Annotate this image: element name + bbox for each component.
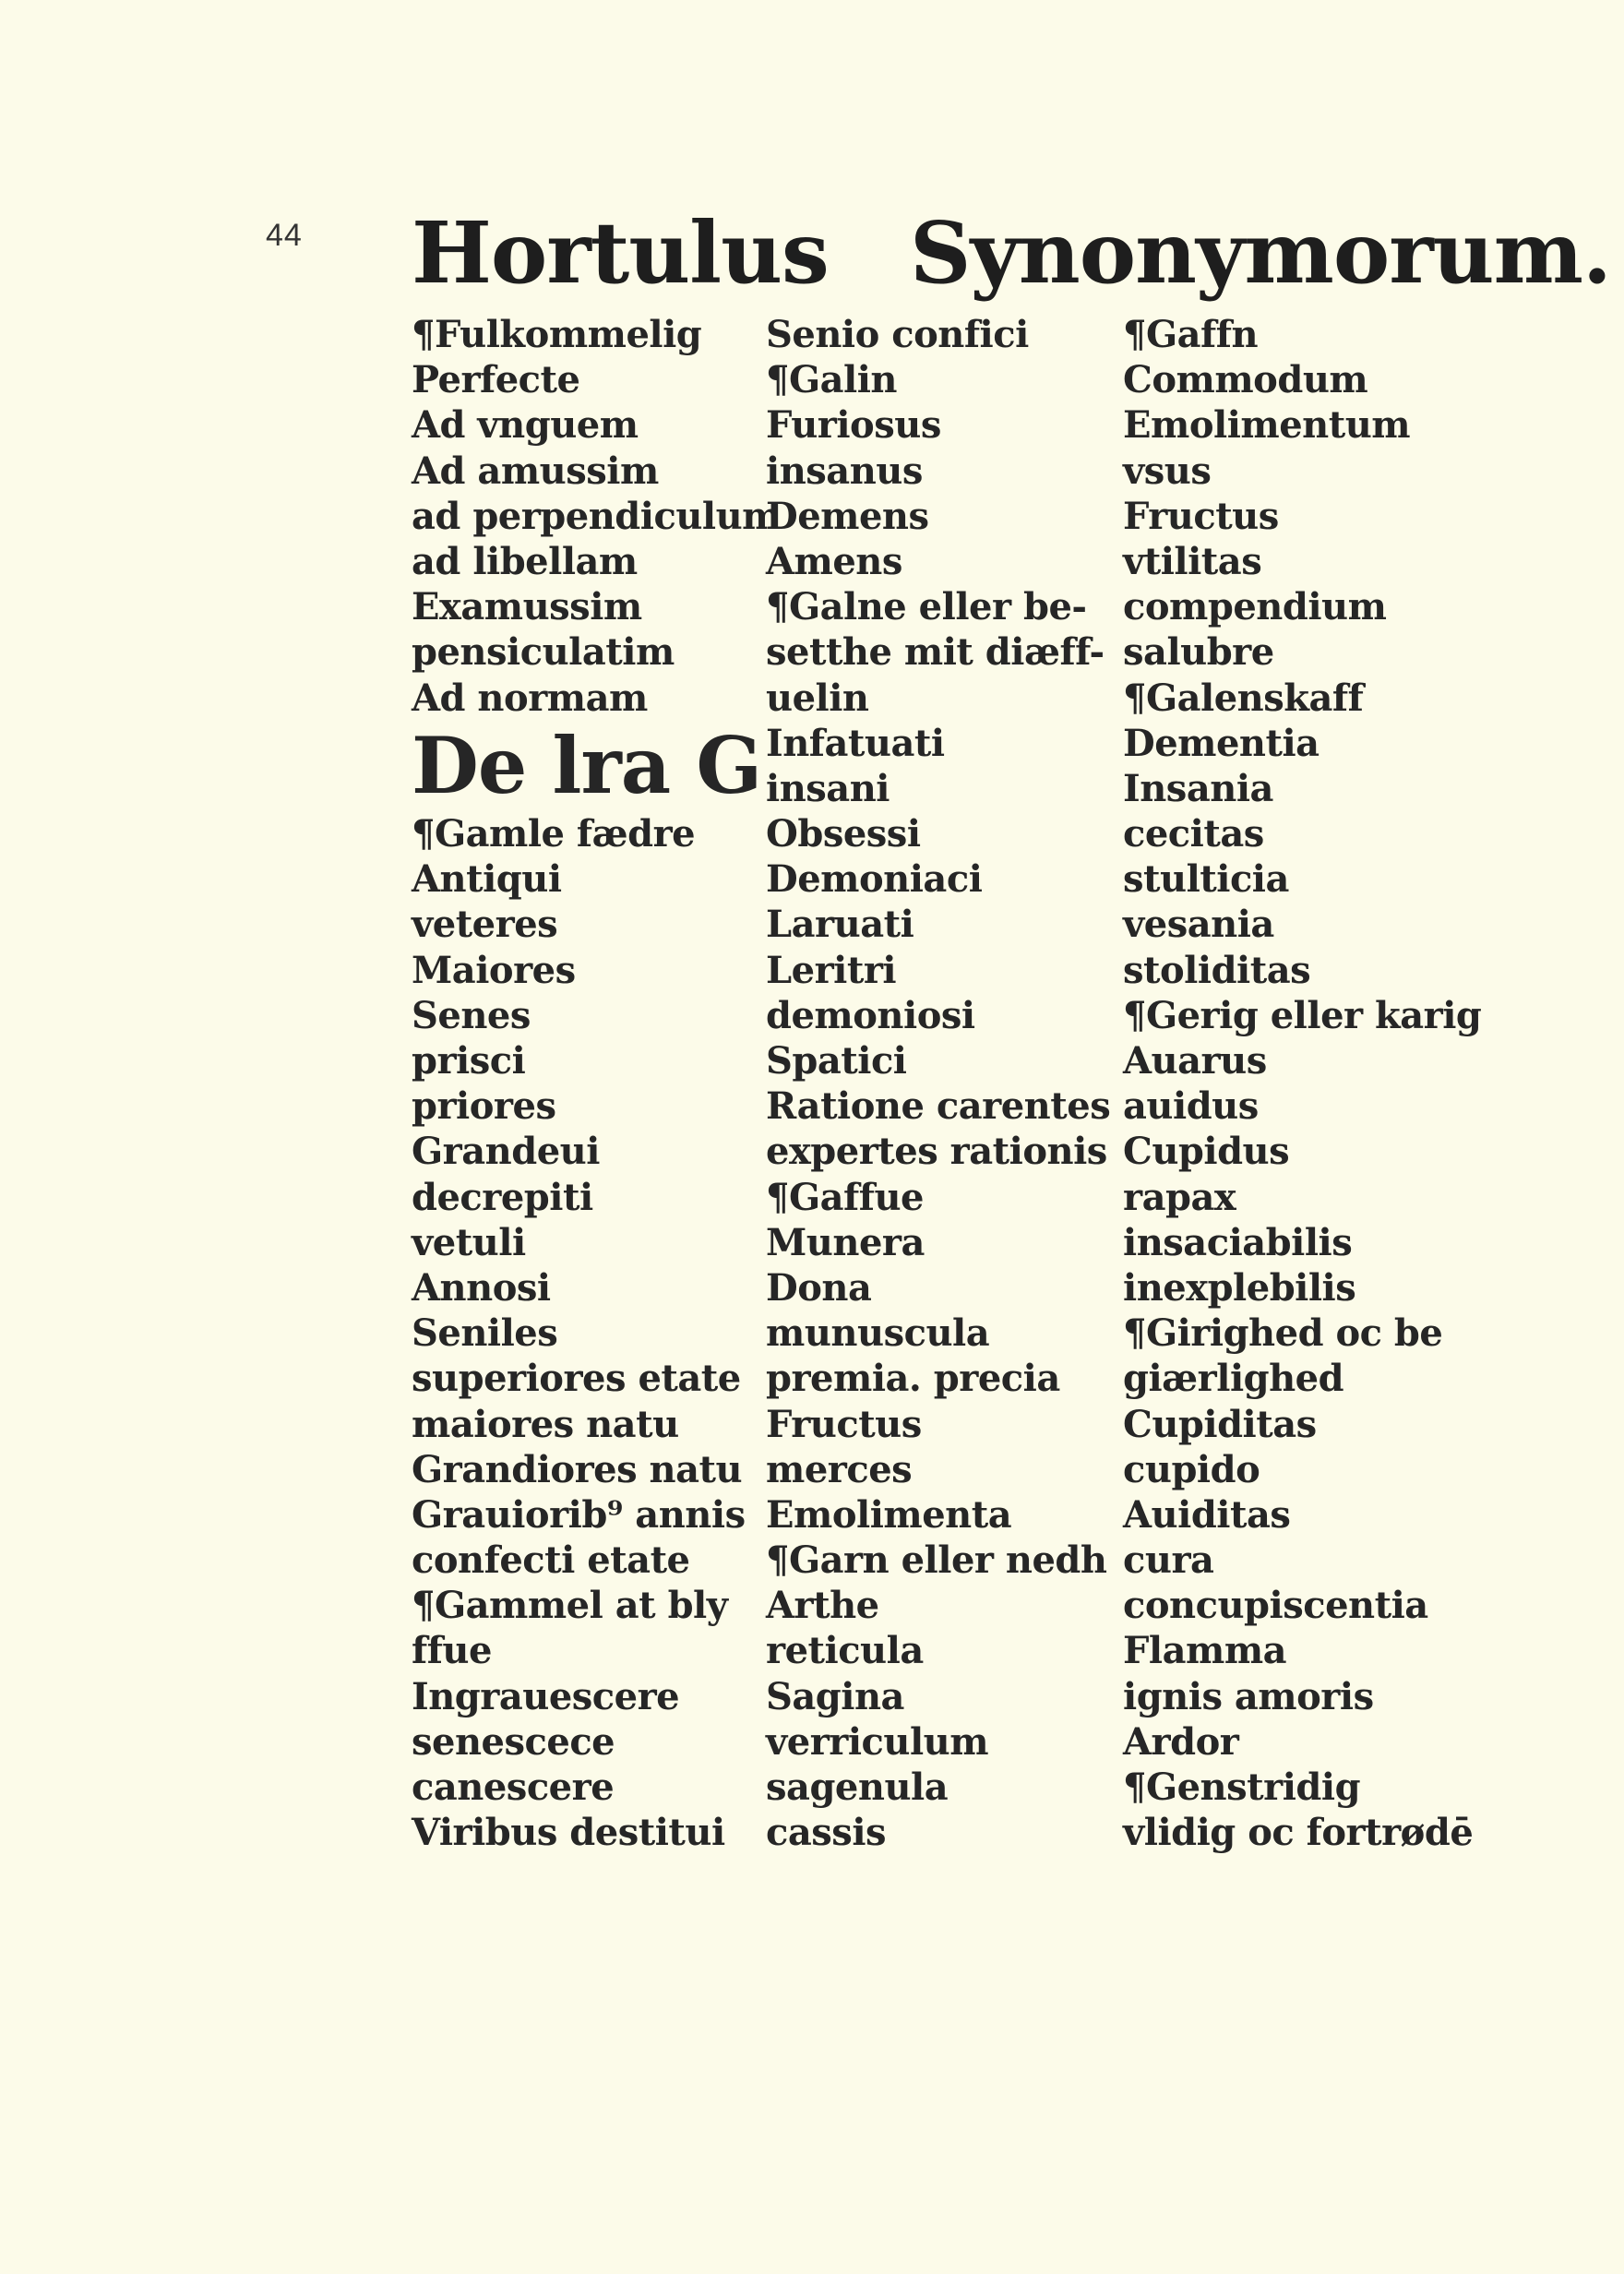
list-item: Ardor	[1123, 1719, 1239, 1764]
list-item: stulticia	[1123, 857, 1289, 902]
list-item: pensiculatim	[412, 630, 675, 675]
list-item: Grauiorib⁹ annis	[412, 1492, 746, 1537]
list-item: Auarus	[1123, 1039, 1267, 1083]
list-item: Emolimentum	[1123, 403, 1411, 448]
list-item: Senes	[412, 993, 531, 1037]
list-item: vtilitas	[1123, 539, 1262, 583]
list-item: Furiosus	[766, 403, 941, 448]
list-item: ¶Galne eller be-	[766, 585, 1087, 629]
list-item: reticula	[766, 1629, 924, 1673]
column-2	[766, 312, 1121, 1855]
list-item: Leritri	[766, 948, 897, 992]
list-item: Viribus destitui	[412, 1811, 725, 1855]
list-item: ¶Galin	[766, 358, 897, 402]
list-item: Antiqui	[412, 857, 562, 902]
list-item: Perfecte	[412, 358, 580, 402]
list-item: munuscula	[766, 1311, 990, 1356]
list-item: Commodum	[1123, 358, 1368, 402]
list-item: prisci	[412, 1039, 526, 1083]
list-item: vesania	[1123, 903, 1274, 947]
list-item: Sagina	[766, 1674, 904, 1718]
list-item: Annosi	[412, 1265, 551, 1310]
list-item: Grandeui	[412, 1130, 600, 1174]
list-item: canescere	[412, 1765, 615, 1810]
list-item: sagenula	[766, 1765, 949, 1809]
list-item: Obsessi	[766, 812, 921, 856]
list-item: Senio confici	[766, 313, 1029, 356]
list-item: ignis amoris	[1123, 1674, 1374, 1718]
list-item: vsus	[1123, 449, 1212, 493]
column-1	[412, 312, 782, 1855]
list-item: rapax	[1123, 1175, 1236, 1219]
list-item: Seniles	[412, 1311, 558, 1356]
list-item: veteres	[412, 903, 558, 947]
list-item: concupiscentia	[1123, 1584, 1428, 1628]
list-item: ad libellam	[412, 539, 638, 583]
list-item: Ad amussim	[412, 449, 659, 493]
list-item: Dementia	[1123, 721, 1320, 765]
list-item: demoniosi	[766, 993, 975, 1037]
list-item: Ratione carentes	[766, 1084, 1111, 1129]
list-item: Ingrauescere	[412, 1674, 680, 1718]
list-item: Emolimenta	[766, 1492, 1012, 1537]
column-3	[1123, 312, 1511, 1855]
list-item: Infatuati	[766, 721, 945, 765]
list-item: Demoniaci	[766, 857, 983, 902]
list-item: decrepiti	[412, 1175, 593, 1219]
list-item: expertes rationis	[766, 1130, 1107, 1174]
list-item: Ad normam	[412, 676, 648, 720]
list-item: Grandiores natu	[412, 1447, 743, 1491]
list-item: Arthe	[766, 1584, 879, 1628]
list-item: insanus	[766, 449, 923, 493]
list-item: vetuli	[412, 1220, 526, 1264]
list-item: maiores natu	[412, 1402, 679, 1446]
list-item: Flamma	[1123, 1629, 1287, 1673]
list-item: senescece	[412, 1719, 615, 1764]
list-item: setthe mit diæff-	[766, 630, 1105, 675]
list-item: superiores etate	[412, 1357, 741, 1401]
list-item: ad perpendiculum	[412, 494, 782, 538]
list-item: Maiores	[412, 948, 576, 992]
list-item: salubre	[1123, 630, 1274, 675]
list-item: compendium	[1123, 585, 1387, 629]
list-item: stoliditas	[1123, 948, 1311, 992]
list-item: Laruati	[766, 903, 914, 947]
list-item: inexplebilis	[1123, 1265, 1356, 1310]
list-item: ¶Genstridig	[1123, 1765, 1361, 1809]
list-item: verriculum	[766, 1719, 989, 1764]
list-item: Dona	[766, 1265, 872, 1310]
list-item: ¶Girighed oc be	[1123, 1311, 1443, 1356]
list-item: premia. precia	[766, 1357, 1060, 1401]
list-item: ¶Gaffue	[766, 1175, 924, 1219]
list-item: Fructus	[766, 1402, 922, 1446]
list-item: uelin	[766, 676, 869, 720]
list-item: Cupidus	[1123, 1130, 1290, 1174]
list-item: cura	[1123, 1538, 1214, 1583]
list-item: Cupiditas	[1123, 1402, 1317, 1446]
running-title-right: Synonymorum.	[910, 203, 1611, 303]
list-item: cassis	[766, 1811, 887, 1855]
list-item: merces	[766, 1447, 913, 1491]
list-item: cupido	[1123, 1447, 1260, 1491]
list-item: Fructus	[1123, 494, 1279, 538]
list-item: ¶Fulkommelig	[412, 313, 702, 356]
list-item: Spatici	[766, 1039, 907, 1083]
list-item: ¶Gamle fædre	[412, 812, 696, 856]
list-item: Examussim	[412, 585, 642, 629]
list-item: confecti etate	[412, 1538, 690, 1583]
section-heading: De lra G	[412, 719, 762, 811]
page-number: 44	[266, 218, 303, 253]
list-item: Amens	[766, 539, 902, 583]
list-item: insani	[766, 766, 890, 810]
list-item: Insania	[1123, 766, 1273, 810]
list-item: ¶Gerig eller karig	[1123, 993, 1482, 1037]
list-item: insaciabilis	[1123, 1220, 1353, 1264]
list-item: ¶Garn eller nedh	[766, 1538, 1107, 1583]
list-item: Demens	[766, 494, 929, 538]
list-item: ffue	[412, 1629, 492, 1673]
list-item: priores	[412, 1084, 556, 1129]
list-item: Munera	[766, 1220, 925, 1264]
list-item: ¶Gammel at bly	[412, 1584, 728, 1628]
list-item: auidus	[1123, 1084, 1259, 1129]
list-item: Auiditas	[1123, 1492, 1291, 1537]
list-item: ¶Gaffn	[1123, 313, 1259, 356]
list-item: giærlighed	[1123, 1357, 1344, 1401]
running-title-left: Hortulus	[412, 203, 829, 303]
list-item: Ad vnguem	[412, 403, 639, 448]
list-item: vlidig oc fortrødē	[1123, 1811, 1474, 1855]
list-item: cecitas	[1123, 812, 1264, 856]
list-item: ¶Galenskaff	[1123, 676, 1364, 720]
